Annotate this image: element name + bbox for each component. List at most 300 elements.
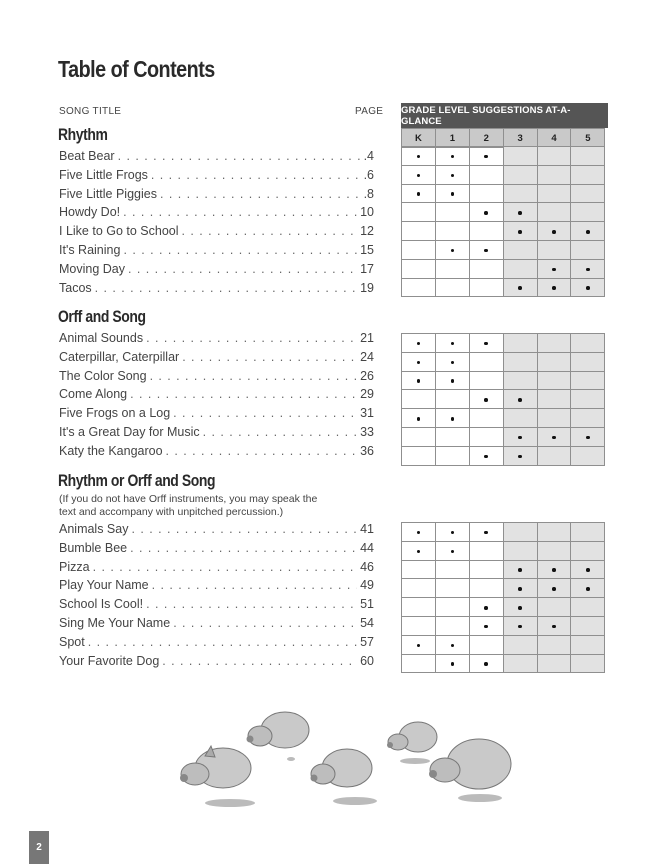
grade-cell bbox=[571, 184, 605, 203]
grade-dot-icon bbox=[484, 398, 488, 402]
page-ref: 29 bbox=[360, 387, 374, 402]
section-heading-rhythm-or-orff: Rhythm or Orff and Song bbox=[58, 471, 216, 490]
toc-entry bbox=[59, 243, 374, 261]
grade-cell bbox=[503, 147, 537, 166]
grade-row bbox=[402, 334, 605, 353]
page-ref: 60 bbox=[360, 653, 374, 668]
grade-cell bbox=[503, 409, 537, 428]
grade-dot-icon bbox=[552, 268, 556, 272]
grade-column-header-row bbox=[401, 128, 605, 148]
dot-leader bbox=[150, 369, 358, 383]
grade-cell bbox=[402, 240, 436, 259]
grade-cell bbox=[503, 446, 537, 465]
grade-cell bbox=[435, 390, 469, 409]
grade-cell bbox=[402, 184, 436, 203]
grade-cell bbox=[402, 165, 436, 184]
grade-cell bbox=[537, 523, 571, 542]
song-title: Spot bbox=[59, 634, 85, 649]
grade-dot-icon bbox=[518, 398, 522, 402]
grade-grid bbox=[401, 522, 605, 673]
grade-cell bbox=[537, 147, 571, 166]
song-title: Animals Say bbox=[59, 522, 129, 536]
grade-cell bbox=[402, 579, 436, 598]
grade-dot-icon bbox=[518, 587, 522, 591]
grade-cell bbox=[402, 222, 436, 241]
toc-entry bbox=[59, 560, 374, 578]
page-ref: .6 bbox=[363, 167, 374, 182]
grade-cell bbox=[503, 165, 537, 184]
grade-cell bbox=[402, 598, 436, 617]
grade-cell bbox=[571, 598, 605, 617]
grade-cell bbox=[537, 278, 571, 297]
dot-leader bbox=[173, 406, 357, 420]
toc-entry bbox=[59, 224, 374, 242]
dot-leader bbox=[182, 224, 358, 238]
toc-entry bbox=[59, 597, 374, 615]
page-ref: 10 bbox=[360, 205, 374, 220]
grade-cell bbox=[537, 579, 571, 598]
grade-cell bbox=[571, 371, 605, 390]
grade-cell bbox=[435, 598, 469, 617]
page-column-header: PAGE bbox=[355, 106, 384, 117]
dot-leader bbox=[182, 350, 357, 364]
grade-row bbox=[402, 579, 605, 598]
grade-dot-icon bbox=[552, 568, 556, 572]
dot-leader bbox=[151, 168, 361, 182]
section-heading-orff-and-song: Orff and Song bbox=[58, 307, 146, 326]
grade-row bbox=[402, 523, 605, 542]
grade-cell bbox=[402, 203, 436, 222]
grade-row bbox=[402, 390, 605, 409]
page-ref: 15 bbox=[360, 243, 374, 257]
page-ref: 31 bbox=[360, 406, 374, 421]
grade-cell bbox=[435, 352, 469, 371]
grade-dot-icon bbox=[484, 455, 488, 459]
grade-cell bbox=[435, 541, 469, 560]
grade-cell bbox=[503, 184, 537, 203]
grade-cell bbox=[435, 523, 469, 542]
grade-dot-icon bbox=[552, 587, 556, 591]
dot-leader bbox=[166, 444, 358, 458]
grade-cell bbox=[537, 409, 571, 428]
dot-leader bbox=[88, 635, 357, 649]
song-title: Come Along bbox=[59, 387, 128, 402]
grade-cell bbox=[402, 352, 436, 371]
grade-cell bbox=[469, 184, 503, 203]
page-ref: .8 bbox=[363, 186, 374, 201]
grade-cell bbox=[469, 147, 503, 166]
pig-icon bbox=[180, 746, 255, 807]
grade-cell bbox=[435, 616, 469, 635]
grade-dot-icon bbox=[451, 192, 455, 196]
toc-entry bbox=[59, 168, 374, 186]
grade-cell bbox=[469, 598, 503, 617]
grade-cell bbox=[435, 278, 469, 297]
grade-cell bbox=[503, 579, 537, 598]
grade-dot-icon bbox=[518, 455, 522, 459]
grade-cell bbox=[402, 278, 436, 297]
grade-dot-icon bbox=[451, 342, 455, 346]
grade-cell bbox=[469, 203, 503, 222]
grade-dot-icon bbox=[518, 625, 522, 629]
grade-cell bbox=[402, 427, 436, 446]
grade-row bbox=[402, 165, 605, 184]
page-ref: 57 bbox=[360, 634, 374, 649]
dot-leader bbox=[130, 541, 357, 555]
grade-cell bbox=[435, 184, 469, 203]
section-heading-rhythm: Rhythm bbox=[58, 125, 108, 144]
grade-cell bbox=[571, 222, 605, 241]
grade-dot-icon bbox=[586, 286, 590, 290]
grade-cell bbox=[571, 541, 605, 560]
grade-cell bbox=[402, 654, 436, 673]
grade-row bbox=[402, 446, 605, 465]
grade-cell bbox=[469, 409, 503, 428]
page-ref: 12 bbox=[360, 224, 374, 239]
grade-dot-icon bbox=[484, 531, 488, 535]
toc-entry bbox=[59, 369, 374, 387]
grade-cell bbox=[537, 560, 571, 579]
grade-cell bbox=[537, 616, 571, 635]
page-ref: 44 bbox=[360, 540, 374, 555]
pig-icon bbox=[311, 749, 378, 805]
grade-cell bbox=[571, 334, 605, 353]
grade-dot-icon bbox=[417, 342, 421, 346]
grade-cell bbox=[537, 371, 571, 390]
grade-col-4: 4 bbox=[537, 129, 571, 148]
page-title: Table of Contents bbox=[58, 56, 215, 82]
grade-row bbox=[402, 222, 605, 241]
toc-entry bbox=[59, 149, 374, 167]
dot-leader bbox=[128, 262, 357, 276]
pig-icon bbox=[247, 712, 310, 761]
grade-col-5: 5 bbox=[571, 129, 605, 148]
grade-cell bbox=[435, 446, 469, 465]
grade-cell bbox=[571, 446, 605, 465]
grade-cell bbox=[435, 222, 469, 241]
grade-cell bbox=[435, 259, 469, 278]
grade-cell bbox=[571, 616, 605, 635]
pig-icon bbox=[429, 739, 511, 802]
grade-dot-icon bbox=[417, 192, 421, 196]
grade-cell bbox=[503, 371, 537, 390]
grade-cell bbox=[571, 278, 605, 297]
dot-leader bbox=[123, 243, 357, 257]
page-ref: 21 bbox=[360, 331, 374, 345]
dot-leader bbox=[123, 205, 357, 219]
song-title: Five Little Piggies bbox=[59, 186, 157, 201]
grade-cell bbox=[469, 635, 503, 654]
grade-dot-icon bbox=[451, 249, 455, 253]
grade-dot-icon bbox=[484, 211, 488, 215]
grade-cell bbox=[503, 616, 537, 635]
grade-cell bbox=[537, 184, 571, 203]
grade-cell bbox=[402, 446, 436, 465]
grade-cell bbox=[537, 334, 571, 353]
grade-cell bbox=[435, 203, 469, 222]
grade-cell bbox=[435, 560, 469, 579]
grade-grid bbox=[401, 146, 605, 297]
grade-cell bbox=[469, 654, 503, 673]
running-pigs-illustration bbox=[175, 704, 520, 809]
grade-dot-icon bbox=[586, 587, 590, 591]
grade-dot-icon bbox=[586, 268, 590, 272]
grade-cell bbox=[537, 541, 571, 560]
grade-cell bbox=[571, 635, 605, 654]
toc-entry bbox=[59, 444, 374, 462]
song-title: It's Raining bbox=[59, 243, 121, 257]
toc-entry bbox=[59, 635, 374, 653]
grade-dot-icon bbox=[417, 174, 421, 178]
grade-cell bbox=[402, 259, 436, 278]
grade-col-2: 2 bbox=[469, 129, 503, 148]
grade-cell bbox=[571, 409, 605, 428]
toc-entry bbox=[59, 654, 374, 672]
grade-dot-icon bbox=[451, 550, 455, 554]
grade-cell bbox=[537, 352, 571, 371]
grade-dot-icon bbox=[451, 417, 455, 421]
grade-col-1: 1 bbox=[435, 129, 469, 148]
grade-dot-icon bbox=[518, 436, 522, 440]
grade-cell bbox=[469, 541, 503, 560]
grade-dot-icon bbox=[518, 230, 522, 234]
grade-cell bbox=[503, 259, 537, 278]
grade-cell bbox=[469, 278, 503, 297]
grade-cell bbox=[503, 278, 537, 297]
grade-cell bbox=[435, 165, 469, 184]
grade-cell bbox=[402, 334, 436, 353]
page-ref: 46 bbox=[360, 559, 374, 574]
grade-cell bbox=[469, 259, 503, 278]
grade-dot-icon bbox=[586, 568, 590, 572]
song-title: Beat Bear bbox=[59, 149, 115, 163]
grade-cell bbox=[402, 523, 436, 542]
grade-cell bbox=[503, 654, 537, 673]
grade-row bbox=[402, 259, 605, 278]
dot-leader bbox=[130, 387, 357, 401]
grade-cell bbox=[503, 523, 537, 542]
grade-row bbox=[402, 616, 605, 635]
grade-cell bbox=[571, 203, 605, 222]
grade-col-3: 3 bbox=[503, 129, 537, 148]
page-ref: 19 bbox=[360, 280, 374, 295]
grade-dot-icon bbox=[417, 550, 421, 554]
grade-cell bbox=[402, 371, 436, 390]
grade-dot-icon bbox=[417, 379, 421, 383]
grade-cell bbox=[402, 390, 436, 409]
grade-cell bbox=[571, 654, 605, 673]
grade-cell bbox=[469, 523, 503, 542]
grade-row bbox=[402, 240, 605, 259]
grade-cell bbox=[537, 259, 571, 278]
dot-leader bbox=[162, 654, 357, 668]
grade-cell bbox=[503, 203, 537, 222]
song-title: It's a Great Day for Music bbox=[59, 425, 200, 439]
toc-entry bbox=[59, 331, 374, 349]
page-ref: 41 bbox=[360, 522, 374, 536]
grade-row bbox=[402, 409, 605, 428]
page-ref: .4 bbox=[363, 149, 374, 163]
grade-row bbox=[402, 352, 605, 371]
grade-row bbox=[402, 598, 605, 617]
grade-cell bbox=[469, 222, 503, 241]
grade-cell bbox=[537, 165, 571, 184]
grade-dot-icon bbox=[417, 361, 421, 365]
dot-leader bbox=[131, 522, 357, 536]
grade-dot-icon bbox=[484, 155, 488, 159]
toc-entry bbox=[59, 350, 374, 368]
grade-dot-icon bbox=[518, 286, 522, 290]
grade-cell bbox=[503, 560, 537, 579]
grade-cell bbox=[537, 598, 571, 617]
grade-row bbox=[402, 184, 605, 203]
grade-cell bbox=[469, 240, 503, 259]
grade-dot-icon bbox=[417, 644, 421, 648]
grade-dot-icon bbox=[451, 379, 455, 383]
song-title: Animal Sounds bbox=[59, 331, 144, 345]
grade-cell bbox=[503, 598, 537, 617]
grade-dot-icon bbox=[552, 286, 556, 290]
song-title: Caterpillar, Caterpillar bbox=[59, 349, 180, 364]
grade-row bbox=[402, 147, 605, 166]
toc-entry bbox=[59, 187, 374, 205]
grade-dot-icon bbox=[518, 606, 522, 610]
grade-cell bbox=[402, 560, 436, 579]
grade-cell bbox=[537, 240, 571, 259]
toc-entry bbox=[59, 406, 374, 424]
pig-icon bbox=[387, 722, 437, 764]
grade-grid bbox=[401, 333, 605, 466]
toc-entry bbox=[59, 578, 374, 596]
song-title: Katy the Kangaroo bbox=[59, 443, 163, 458]
song-title: Your Favorite Dog bbox=[59, 653, 160, 668]
grade-dot-icon bbox=[451, 662, 455, 666]
grade-cell bbox=[469, 427, 503, 446]
grade-cell bbox=[469, 352, 503, 371]
song-title: Sing Me Your Name bbox=[59, 616, 171, 630]
grade-dot-icon bbox=[484, 249, 488, 253]
toc-entry bbox=[59, 281, 374, 299]
page-number: 2 bbox=[29, 831, 49, 864]
song-title: Five Frogs on a Log bbox=[59, 406, 171, 421]
grade-dot-icon bbox=[484, 625, 488, 629]
dot-leader bbox=[93, 560, 358, 574]
grade-cell bbox=[571, 579, 605, 598]
song-title: Five Little Frogs bbox=[59, 167, 148, 182]
grade-dot-icon bbox=[484, 342, 488, 346]
grade-cell bbox=[402, 616, 436, 635]
grade-cell bbox=[537, 446, 571, 465]
grade-cell bbox=[435, 579, 469, 598]
page-ref: 36 bbox=[360, 443, 374, 458]
grade-cell bbox=[503, 222, 537, 241]
grade-row bbox=[402, 278, 605, 297]
grade-cell bbox=[571, 427, 605, 446]
grade-dot-icon bbox=[451, 361, 455, 365]
song-title: Play Your Name bbox=[59, 578, 149, 593]
grade-cell bbox=[503, 427, 537, 446]
song-title: Bumble Bee bbox=[59, 540, 128, 555]
grade-cell bbox=[469, 165, 503, 184]
toc-entry bbox=[59, 522, 374, 540]
grade-cell bbox=[435, 654, 469, 673]
grade-row bbox=[402, 560, 605, 579]
page-ref: 17 bbox=[360, 261, 374, 276]
song-title-column-header: SONG TITLE bbox=[59, 106, 122, 117]
grade-cell bbox=[571, 165, 605, 184]
grade-row bbox=[402, 654, 605, 673]
grade-cell bbox=[537, 654, 571, 673]
grade-dot-icon bbox=[451, 174, 455, 178]
grade-cell bbox=[402, 147, 436, 166]
grade-dot-icon bbox=[451, 644, 455, 648]
grade-dot-icon bbox=[586, 436, 590, 440]
grade-dot-icon bbox=[484, 606, 488, 610]
grade-cell bbox=[503, 635, 537, 654]
grade-cell bbox=[435, 334, 469, 353]
grade-cell bbox=[469, 579, 503, 598]
dot-leader bbox=[173, 616, 357, 630]
grade-dot-icon bbox=[518, 568, 522, 572]
grade-cell bbox=[503, 240, 537, 259]
dot-leader bbox=[152, 578, 357, 592]
grade-cell bbox=[537, 222, 571, 241]
grade-cell bbox=[537, 635, 571, 654]
song-title: Tacos bbox=[59, 280, 92, 295]
grade-cell bbox=[571, 259, 605, 278]
grade-dot-icon bbox=[451, 531, 455, 535]
song-title: Pizza bbox=[59, 559, 90, 574]
grade-row bbox=[402, 203, 605, 222]
grade-cell bbox=[469, 371, 503, 390]
page-ref: 49 bbox=[360, 578, 374, 593]
page-ref: 33 bbox=[360, 425, 374, 439]
page-ref: 54 bbox=[360, 616, 374, 630]
grade-cell bbox=[571, 523, 605, 542]
grade-cell bbox=[435, 427, 469, 446]
grade-cell bbox=[503, 390, 537, 409]
toc-entry bbox=[59, 387, 374, 405]
grade-cell bbox=[469, 390, 503, 409]
grade-dot-icon bbox=[417, 417, 421, 421]
grade-cell bbox=[469, 560, 503, 579]
grade-dot-icon bbox=[552, 436, 556, 440]
grade-dot-icon bbox=[484, 662, 488, 666]
grade-row bbox=[402, 371, 605, 390]
grade-cell bbox=[435, 635, 469, 654]
grade-cell bbox=[571, 352, 605, 371]
grade-dot-icon bbox=[552, 625, 556, 629]
toc-entry bbox=[59, 541, 374, 559]
grade-dot-icon bbox=[451, 155, 455, 159]
grade-cell bbox=[503, 541, 537, 560]
grade-cell bbox=[469, 334, 503, 353]
toc-entry bbox=[59, 616, 374, 634]
grade-cell bbox=[402, 635, 436, 654]
dot-leader bbox=[160, 187, 361, 201]
dot-leader bbox=[95, 281, 357, 295]
grade-dot-icon bbox=[552, 230, 556, 234]
grade-cell bbox=[503, 352, 537, 371]
grade-level-header: GRADE LEVEL SUGGESTIONS AT-A-GLANCE bbox=[401, 103, 608, 128]
toc-entry bbox=[59, 262, 374, 280]
grade-dot-icon bbox=[417, 531, 421, 535]
dot-leader bbox=[146, 597, 357, 611]
dot-leader bbox=[146, 331, 357, 345]
grade-cell bbox=[571, 147, 605, 166]
grade-cell bbox=[571, 240, 605, 259]
toc-entry bbox=[59, 425, 374, 443]
